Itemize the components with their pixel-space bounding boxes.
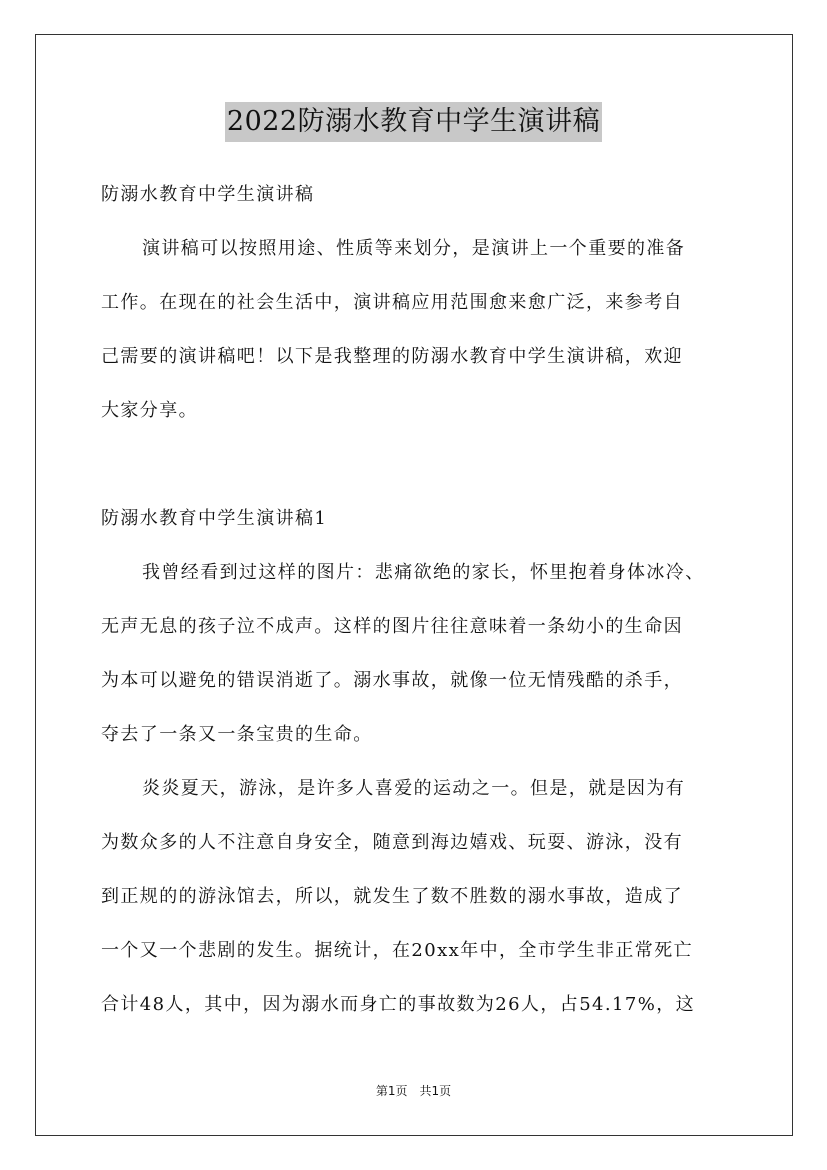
page-number-footer: 第1页 共1页 <box>375 1084 452 1098</box>
intro-line-3: 己需要的演讲稿吧！以下是我整理的防溺水教育中学生演讲稿，欢迎 <box>101 346 683 367</box>
para2-line-2: 为数众多的人不注意自身安全，随意到海边嬉戏、玩耍、游泳，没有 <box>101 832 683 853</box>
document-title: 2022防溺水教育中学生演讲稿 <box>225 102 602 142</box>
intro-line-2: 工作。在现在的社会生活中，演讲稿应用范围愈来愈广泛，来参考自 <box>101 292 683 313</box>
document-title-block <box>0 102 827 142</box>
para1-line-3: 为本可以避免的错误消逝了。溺水事故，就像一位无情残酷的杀手， <box>101 670 683 691</box>
intro-line-4: 大家分享。 <box>101 400 198 421</box>
section-heading: 防溺水教育中学生演讲稿1 <box>101 508 328 529</box>
para2-line-1: 炎炎夏天，游泳，是许多人喜爱的运动之一。但是，就是因为有 <box>142 778 686 799</box>
para2-line-3: 到正规的的游泳馆去，所以，就发生了数不胜数的溺水事故，造成了 <box>101 886 683 907</box>
document-subtitle: 防溺水教育中学生演讲稿 <box>101 184 315 205</box>
para2-line-5: 合计48人，其中，因为溺水而身亡的事故数为26人，占54.17%，这 <box>101 994 696 1015</box>
para1-line-4: 夺去了一条又一条宝贵的生命。 <box>101 724 373 745</box>
intro-line-1: 演讲稿可以按照用途、性质等来划分，是演讲上一个重要的准备 <box>142 238 686 259</box>
para2-line-4: 一个又一个悲剧的发生。据统计，在20xx年中，全市学生非正常死亡 <box>101 940 694 961</box>
para1-line-2: 无声无息的孩子泣不成声。这样的图片往往意味着一条幼小的生命因 <box>101 616 683 637</box>
para1-line-1: 我曾经看到过这样的图片：悲痛欲绝的家长，怀里抱着身体冰冷、 <box>142 562 705 583</box>
